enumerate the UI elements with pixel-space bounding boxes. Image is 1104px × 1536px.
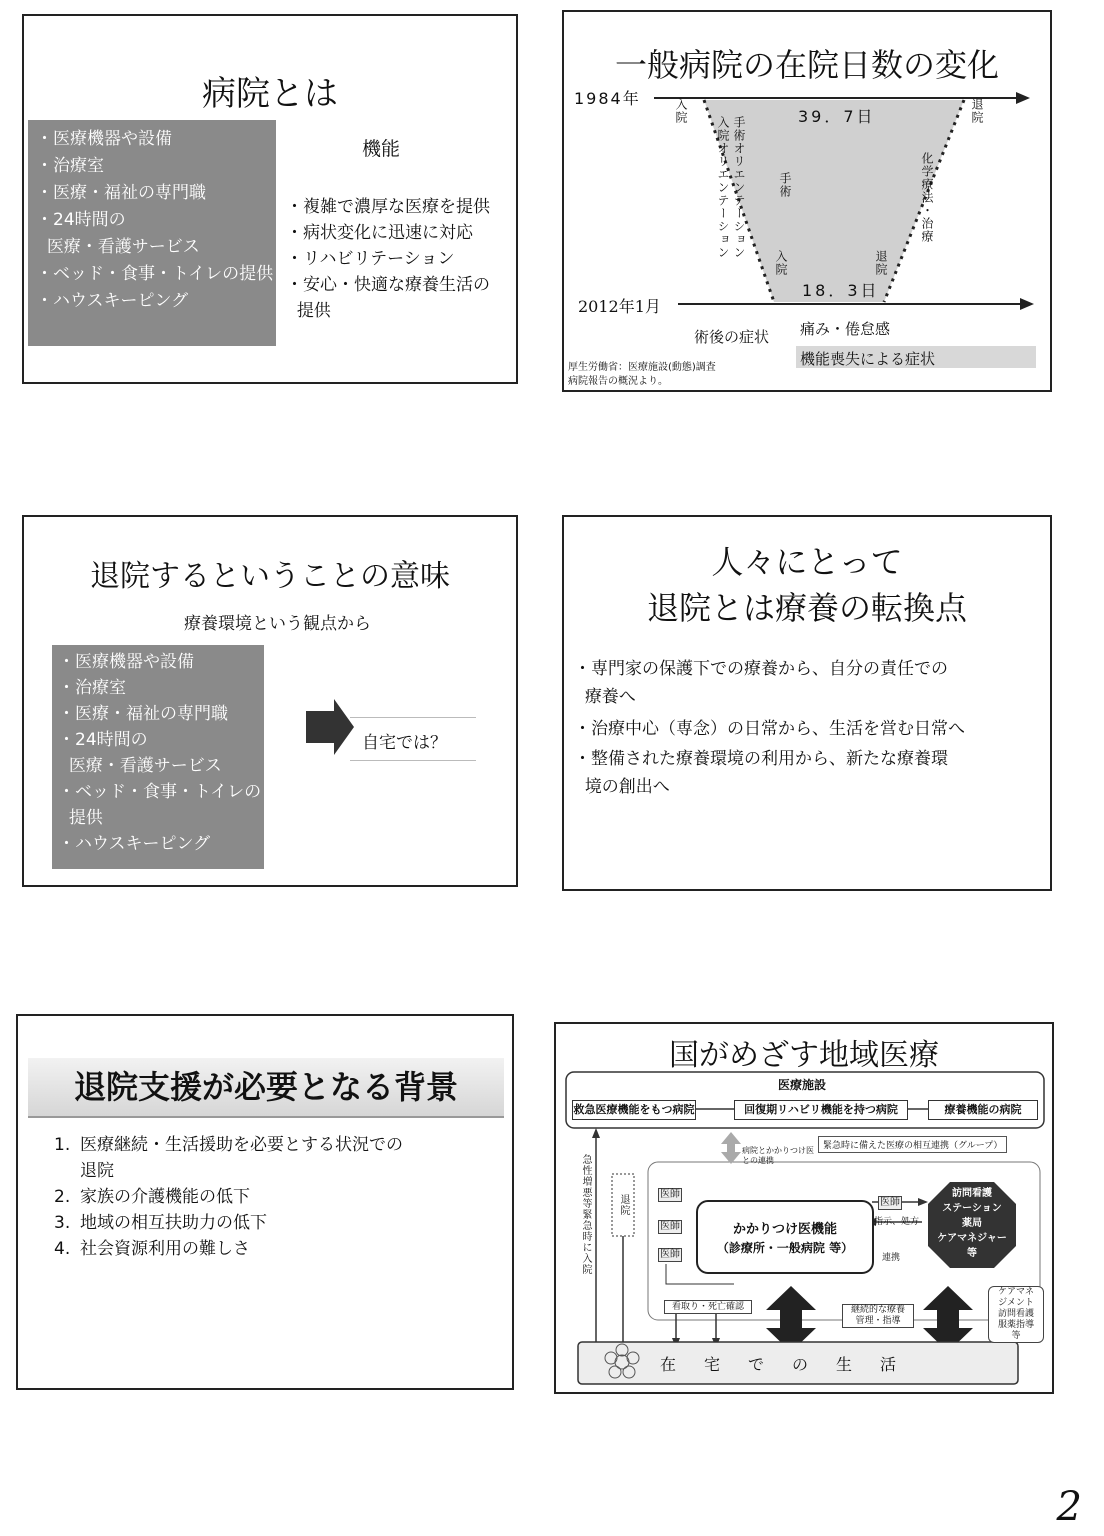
discharge-bottom-label: 退院 (874, 250, 888, 276)
slide-meaning-of-discharge (22, 515, 518, 887)
func-loss-label: 機能喪失による症状 (800, 350, 936, 368)
slide-turning-point (562, 515, 1052, 891)
days-1984: 39．7日 (798, 107, 876, 126)
chemo-label: 化学療法・治療 (920, 152, 934, 243)
slide4-bullet: 境の創出へ (584, 777, 670, 797)
slide5-item: 退院 (80, 1161, 114, 1181)
emergency-note: 緊急時に備えた医療の相互連携（グループ） (818, 1136, 1007, 1153)
slide4-title2: 退院とは療養の転換点 (646, 589, 967, 627)
caremgmt-line: 等 (1011, 1331, 1021, 1341)
slide3-title: 退院するということの意味 (90, 559, 450, 594)
keizoku-line: 継続的な療養 (850, 1305, 905, 1315)
days-2012: 18．3日 (802, 281, 880, 300)
discharge-vertical: 退院 (618, 1194, 629, 1216)
page-number: 2 (1056, 1484, 1082, 1530)
hospital-rehab: 回復期リハビリ機能を持つ病院 (734, 1100, 908, 1120)
doubleheaded-arrow-top (721, 1132, 741, 1164)
slide4-bullet: 療養へ (584, 687, 636, 707)
slide3-item: ・医療機器や設備 (58, 652, 194, 672)
keizoku-box (842, 1304, 914, 1328)
hospital-emergency: 救急医療機能をもつ病院 (572, 1100, 696, 1120)
arrow-2012 (1020, 298, 1034, 310)
slide2-title: 一般病院の在院日数の変化 (614, 46, 999, 84)
caremgmt-line: 服薬指導 (997, 1320, 1034, 1330)
slide1-left-item: ・医療機器や設備 (36, 129, 172, 149)
slide-length-of-stay (562, 10, 1052, 392)
caremgmt-box (988, 1286, 1044, 1343)
slide1-title: 病院とは (202, 74, 338, 114)
slide3-left-box (52, 645, 264, 869)
orientation2-label: 入院オリエンテーション (716, 116, 730, 259)
slide3-item: 医療・看護サービス (68, 756, 222, 776)
slide5-title-banner (28, 1058, 504, 1118)
orientation-label: 手術オリエンテーション (732, 116, 746, 259)
slide1-right-item: ・リハビリテーション (286, 249, 455, 269)
slide1-left-item: ・医療・福祉の専門職 (36, 183, 206, 203)
slide1-left-item: ・24時間の (36, 210, 126, 230)
home-life-label: 在 宅 で の 生 活 (660, 1355, 903, 1374)
pain-label: 痛み・倦怠感 (800, 320, 891, 338)
octagon-line: ケアマネジャー (937, 1233, 1007, 1244)
slide5-title: 退院支援が必要となる背景 (73, 1068, 458, 1106)
slide1-right-item: ・安心・快適な療養生活の (286, 275, 490, 295)
arrow-1984 (1016, 92, 1030, 104)
admit-top-label: 入院 (674, 98, 688, 124)
caremgmt-line: 訪問看護 (997, 1309, 1034, 1319)
slide1-left-box (28, 120, 276, 346)
doctor-box: 医師 (660, 1249, 680, 1260)
slide1-left-item: 医療・看護サービス (46, 237, 200, 257)
slide3-item: ・ベッド・食事・トイレの (58, 782, 262, 802)
right-arrow-icon (304, 697, 356, 757)
slide-discharge-support-background (16, 1014, 514, 1390)
slide4-title1: 人々にとって (711, 543, 903, 581)
octagon-text (928, 1186, 1016, 1261)
slide5-list (54, 1132, 504, 1262)
emergency-admission-vertical: 急性増悪等緊急時に入院 (580, 1154, 591, 1275)
octagon-line: 等 (967, 1248, 977, 1259)
slide5-item: 3. 地域の相互扶助力の低下 (54, 1213, 267, 1233)
slide5-item: 2. 家族の介護機能の低下 (54, 1187, 250, 1207)
year-2012-label: 2012年1月 (578, 297, 661, 316)
slide1-left-item: ・治療室 (36, 156, 104, 176)
admit-bottom-label: 入院 (774, 250, 788, 276)
slide6-title: 国がめざす地域医療 (669, 1038, 939, 1073)
coop-note-line: 病院とかかりつけ医 (742, 1146, 814, 1155)
slide3-item: ・24時間の (58, 730, 148, 750)
coop-note-line: との連携 (742, 1156, 774, 1165)
facility-label: 医療施設 (778, 1078, 827, 1092)
doctor-box: 医師 (880, 1197, 900, 1208)
doctor-box: 医師 (660, 1221, 680, 1232)
doctor-box: 医師 (660, 1189, 680, 1200)
slide4-bullet: ・整備された療養環境の利用から、新たな療養環 (574, 749, 948, 769)
slide3-item: ・ハウスキーピング (58, 834, 211, 854)
kakaritsuke-title: かかりつけ医機能 (732, 1222, 837, 1237)
octagon-line: ステーション (942, 1203, 1002, 1214)
slide-regional-medicine (554, 1022, 1054, 1394)
renkei-label: 連携 (882, 1253, 901, 1263)
slide3-home-box (350, 717, 476, 761)
slide3-item: 提供 (68, 808, 103, 828)
slide3-home-text: 自宅では？ (362, 733, 447, 753)
keizoku-line: 管理・指導 (855, 1316, 901, 1326)
slide5-item: 4. 社会資源利用の難しさ (54, 1239, 250, 1259)
flower-icon (600, 1340, 644, 1384)
coop-note (742, 1146, 814, 1166)
kakaritsuke-sub: （診療所・一般病院 等） (716, 1241, 854, 1255)
caremgmt-line: ジメント (998, 1298, 1034, 1308)
slide3-subtitle: 療養環境という観点から (184, 614, 371, 634)
octagon-line: 薬局 (962, 1218, 982, 1229)
caremgmt-line: ケアマネ (997, 1287, 1034, 1297)
slide5-item: 1. 医療継続・生活援助を必要とする状況での (54, 1135, 403, 1155)
slide1-right-item: ・複雑で濃厚な医療を提供 (286, 197, 490, 217)
instruct-label: 指示、処方 (874, 1217, 920, 1227)
slide1-left-item: ・ハウスキーピング (36, 291, 189, 311)
slide1-right-item: 提供 (296, 301, 331, 321)
slide1-right-item: ・病状変化に迅速に対応 (286, 223, 473, 243)
kakaritsuke-box (696, 1200, 874, 1274)
slide4-bullet: ・専門家の保護下での療養から、自分の責任での (574, 659, 948, 679)
slide3-item: ・治療室 (58, 678, 126, 698)
slide3-item: ・医療・福祉の専門職 (58, 704, 228, 724)
discharge-top-label: 退院 (970, 98, 984, 124)
postop-label: 術後の症状 (694, 328, 770, 346)
slide4-bullets (574, 655, 1050, 801)
slide1-left-item: ・ベッド・食事・トイレの提供 (36, 264, 274, 284)
mitori-box: 看取り・死亡確認 (664, 1300, 752, 1314)
slide1-function-title: 機能 (362, 138, 401, 160)
octagon-line: 訪問看護 (952, 1188, 992, 1199)
surgery-label: 手術 (778, 172, 792, 198)
slide1-right-list (286, 194, 516, 324)
source-line2: 病院報告の概況より。 (568, 376, 668, 387)
hospital-care: 療養機能の病院 (928, 1100, 1038, 1120)
slide4-bullet: ・治療中心（専念）の日常から、生活を営む日常へ (574, 719, 965, 739)
source-line1: 厚生労働省：医療施設(動態)調査 (568, 362, 716, 373)
slide-hospital-definition (22, 14, 518, 384)
year-1984-label: 1984年 (574, 89, 641, 108)
